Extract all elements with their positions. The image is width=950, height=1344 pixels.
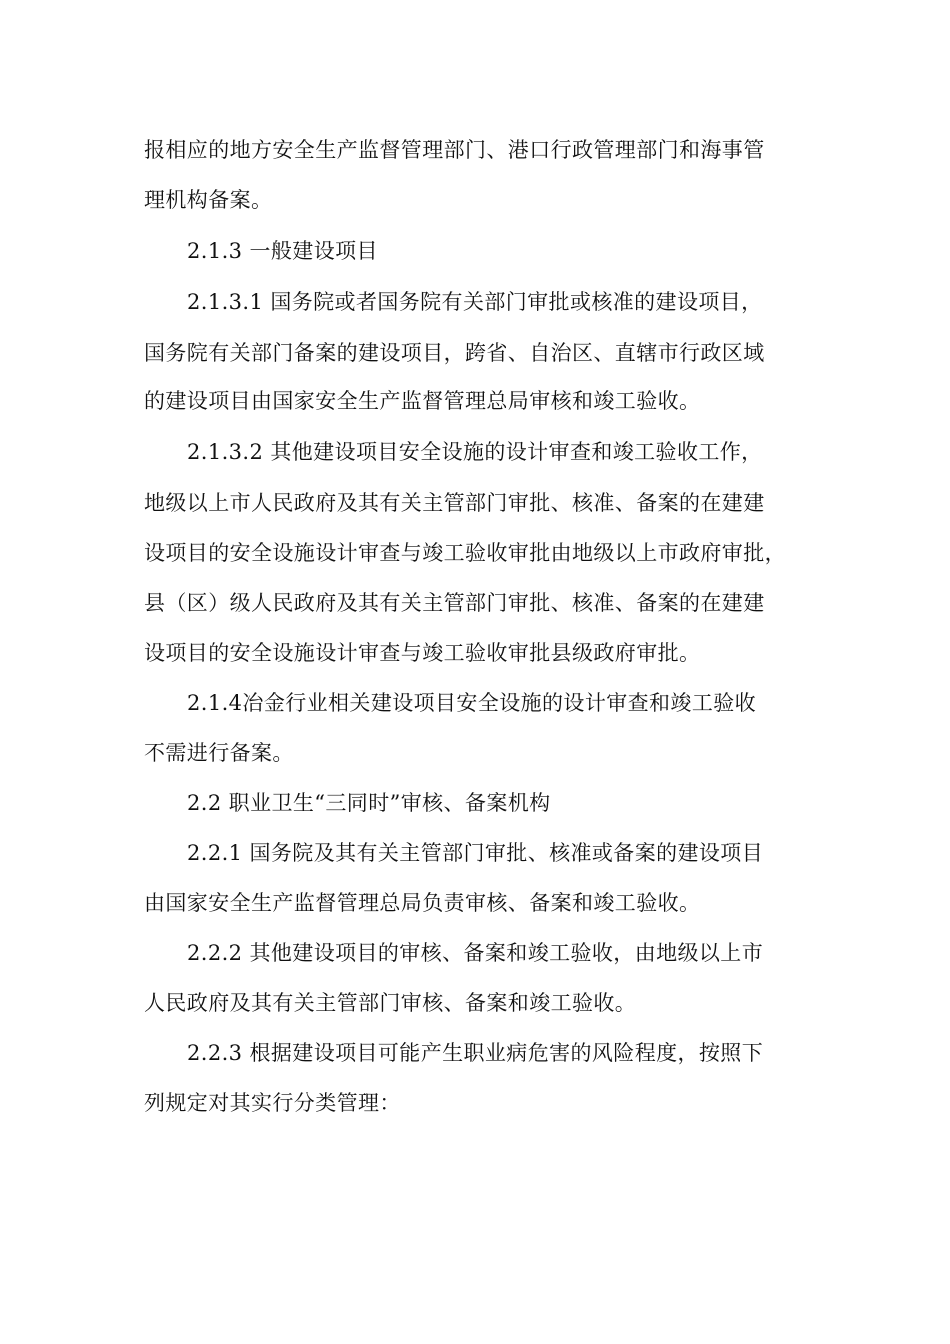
paragraph-start: 2.1.3.2 其他建设项目安全设施的设计审查和竣工验收工作， xyxy=(187,440,763,464)
body-text-line: 由国家安全生产监督管理总局负责审核、备案和竣工验收。 xyxy=(144,891,701,915)
paragraph-start: 2.2.3 根据建设项目可能产生职业病危害的风险程度，按照下 xyxy=(187,1041,764,1065)
body-text-line: 设项目的安全设施设计审查与竣工验收审批由地级以上市政府审批， xyxy=(144,541,786,565)
body-text-line: 设项目的安全设施设计审查与竣工验收审批县级政府审批。 xyxy=(144,641,701,665)
paragraph-start: 2.2.1 国务院及其有关主管部门审批、核准或备案的建设项目 xyxy=(187,841,764,865)
body-text-line: 不需进行备案。 xyxy=(144,741,294,765)
section-heading: 2.1.3 一般建设项目 xyxy=(187,239,378,263)
body-text-line: 的建设项目由国家安全生产监督管理总局审核和竣工验收。 xyxy=(144,389,701,413)
paragraph-start: 2.2.2 其他建设项目的审核、备案和竣工验收，由地级以上市 xyxy=(187,941,764,965)
paragraph-start: 2.1.4冶金行业相关建设项目安全设施的设计审查和竣工验收 xyxy=(187,691,757,715)
body-text-line: 列规定对其实行分类管理： xyxy=(144,1091,401,1115)
body-text-line: 国务院有关部门备案的建设项目，跨省、自治区、直辖市行政区域 xyxy=(144,341,765,365)
body-text-line: 地级以上市人民政府及其有关主管部门审批、核准、备案的在建建 xyxy=(144,491,765,515)
body-text-line: 县（区）级人民政府及其有关主管部门审批、核准、备案的在建建 xyxy=(144,591,765,615)
body-text-line: 理机构备案。 xyxy=(144,188,273,212)
paragraph-start: 2.1.3.1 国务院或者国务院有关部门审批或核准的建设项目， xyxy=(187,290,763,314)
section-heading: 2.2 职业卫生“三同时”审核、备案机构 xyxy=(187,791,551,815)
body-text-line: 人民政府及其有关主管部门审核、备案和竣工验收。 xyxy=(144,991,637,1015)
body-text-line: 报相应的地方安全生产监督管理部门、港口行政管理部门和海事管 xyxy=(144,138,765,162)
